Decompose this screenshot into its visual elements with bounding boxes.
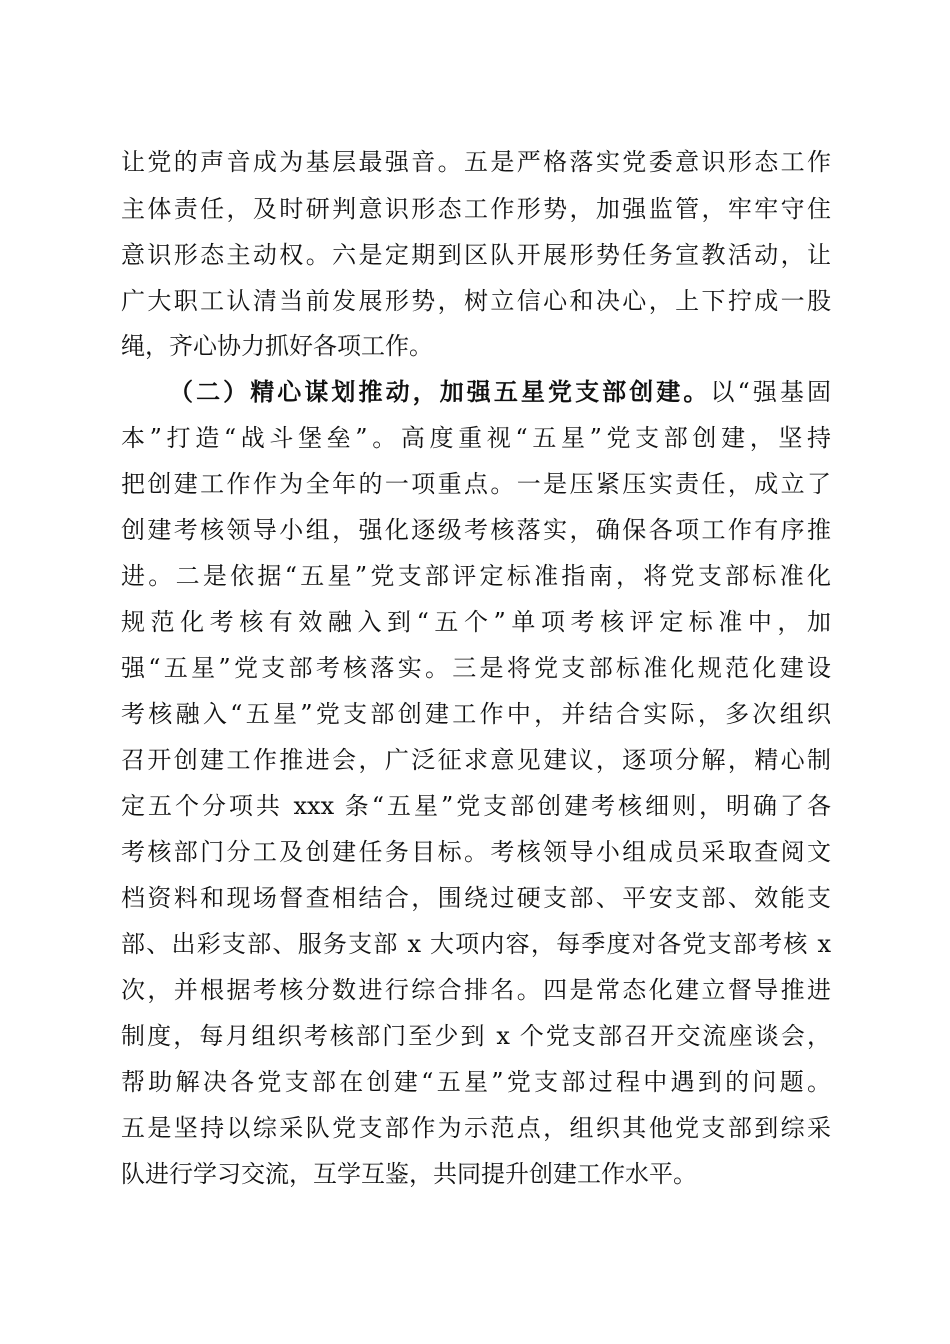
paragraph1-line-3: 意识形态主动权。六是定期到区队开展形势任务宣教活动，让 — [121, 241, 831, 269]
paragraph2-line-18: 队进行学习交流，互学互鉴，共同提升创建工作水平。 — [121, 1160, 697, 1188]
paragraph2-first-line — [169, 377, 831, 407]
paragraph2-line-16: 帮助解决各党支部在创建“五星”党支部过程中遇到的问题。 — [121, 1068, 831, 1096]
paragraph1-line-5: 绳，齐心协力抓好各项工作。 — [121, 332, 433, 360]
paragraph2-line-4: 创建考核领导小组，强化逐级考核落实，确保各项工作有序推 — [121, 516, 831, 544]
paragraph1-line-1: 让党的声音成为基层最强音。五是严格落实党委意识形态工作 — [121, 148, 831, 176]
paragraph2-line-7: 强“五星”党支部考核落实。三是将党支部标准化规范化建设 — [121, 654, 831, 682]
paragraph2-line-15: 制度，每月组织考核部门至少到 x 个党支部召开交流座谈会， — [121, 1022, 831, 1050]
paragraph2-first-line-rest: 以“强基固 — [710, 378, 831, 406]
paragraph2-line-2: 本”打造“战斗堡垒”。高度重视“五星”党支部创建，坚持 — [121, 424, 831, 452]
paragraph2-line-6: 规范化考核有效融入到“五个”单项考核评定标准中，加 — [121, 608, 831, 636]
paragraph2-line-14: 次，并根据考核分数进行综合排名。四是常态化建立督导推进 — [121, 976, 831, 1004]
paragraph2-line-11: 考核部门分工及创建任务目标。考核领导小组成员采取查阅文 — [121, 838, 831, 866]
paragraph2-line-17: 五是坚持以综采队党支部作为示范点，组织其他党支部到综采 — [121, 1114, 831, 1142]
paragraph2-line-5: 进。二是依据“五星”党支部评定标准指南，将党支部标准化 — [121, 562, 831, 590]
paragraph2-line-13: 部、出彩支部、服务支部 x 大项内容，每季度对各党支部考核 x — [121, 930, 831, 958]
paragraph2-line-9: 召开创建工作推进会，广泛征求意见建议，逐项分解，精心制 — [121, 746, 831, 774]
paragraph2-line-3: 把创建工作作为全年的一项重点。一是压紧压实责任，成立了 — [121, 470, 831, 498]
paragraph2-line-8: 考核融入“五星”党支部创建工作中，并结合实际，多次组织 — [121, 700, 831, 728]
paragraph2-line-12: 档资料和现场督查相结合，围绕过硬支部、平安支部、效能支 — [121, 884, 831, 912]
section-heading: （二）精心谋划推动，加强五星党支部创建。 — [169, 377, 711, 406]
paragraph1-line-2: 主体责任，及时研判意识形态工作形势，加强监管，牢牢守住 — [121, 195, 831, 223]
paragraph2-line-10: 定五个分项共 xxx 条“五星”党支部创建考核细则，明确了各 — [121, 792, 831, 820]
paragraph1-line-4: 广大职工认清当前发展形势，树立信心和决心，上下拧成一股 — [121, 287, 831, 315]
